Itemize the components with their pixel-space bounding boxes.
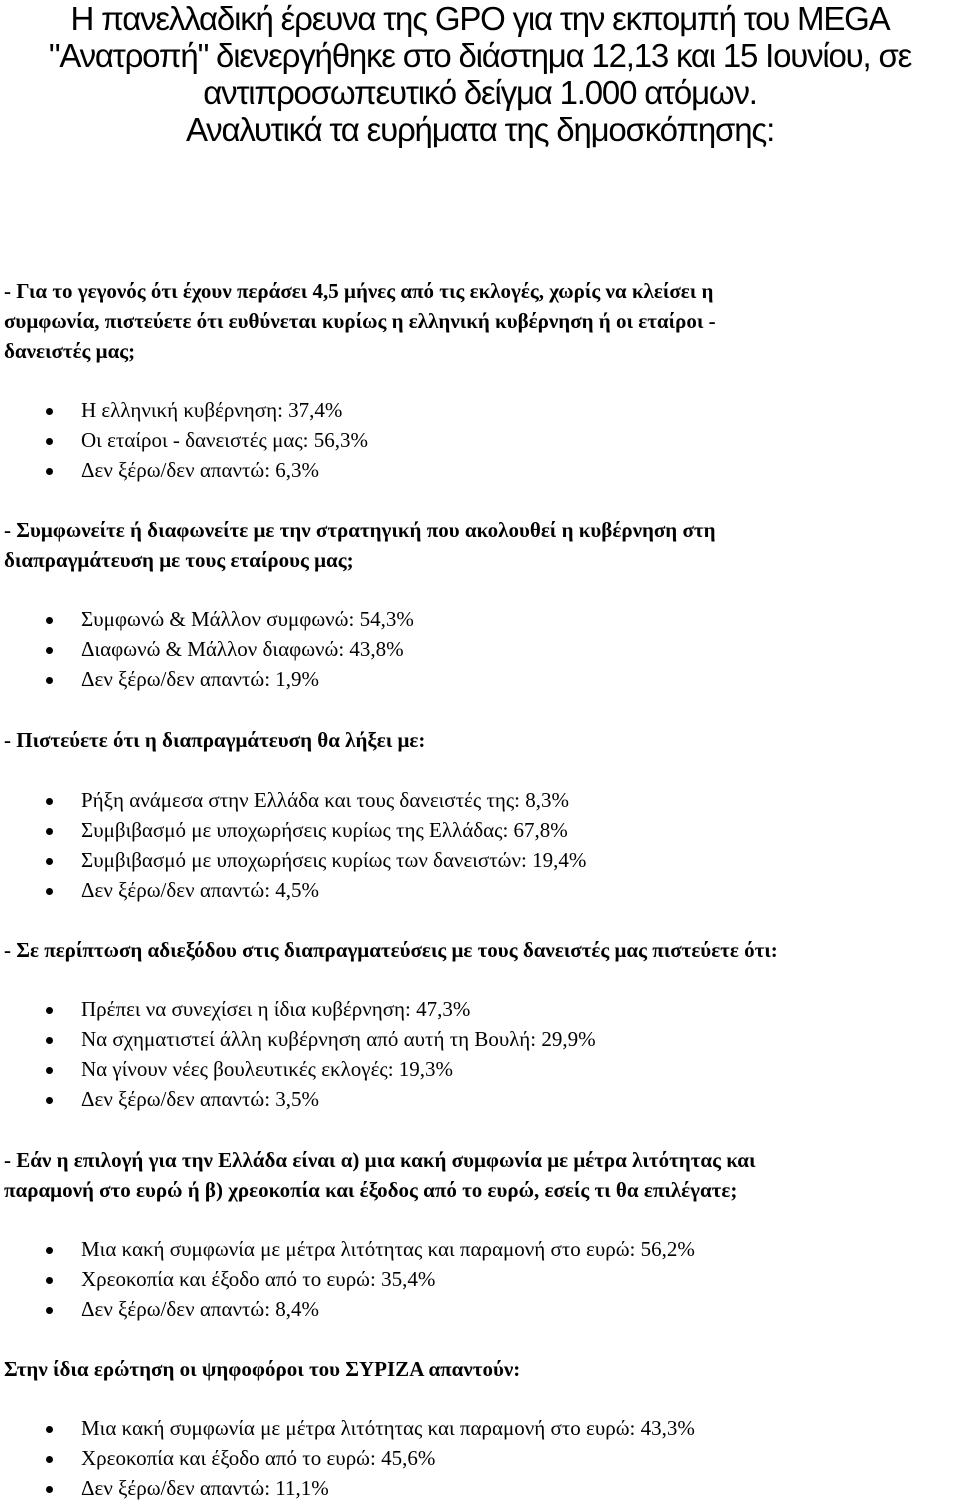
answers-5 [0,1234,695,1324]
answers-3 [0,785,586,905]
answer-item: Συμβιβασμό με υποχωρήσεις κυρίως της Ελλάδας: 67,8% [0,815,586,845]
question-line: - Για το γεγονός ότι έχουν περάσει 4,5 μήνες από τις εκλογές, χωρίς να κλείσει η [4,279,714,303]
page-heading [0,0,960,148]
answer-item: Χρεοκοπία και έξοδο από το ευρώ: 35,4% [0,1264,695,1294]
answer-item: Δεν ξέρω/δεν απαντώ: 3,5% [0,1084,596,1114]
answer-item: Ρήξη ανάμεσα στην Ελλάδα και τους δανειστές της: 8,3% [0,785,586,815]
answers-6 [0,1413,695,1503]
question-6 [4,1354,956,1384]
question-2 [4,515,956,575]
answer-item: Διαφωνώ & Μάλλον διαφωνώ: 43,8% [0,634,414,664]
answer-item: Συμφωνώ & Μάλλον συμφωνώ: 54,3% [0,604,414,634]
answer-item: Δεν ξέρω/δεν απαντώ: 6,3% [0,455,368,485]
answer-item: Να σχηματιστεί άλλη κυβέρνηση από αυτή τη Βουλή: 29,9% [0,1024,596,1054]
question-line: - Συμφωνείτε ή διαφωνείτε με την στρατηγική που ακολουθεί η κυβέρνηση στη [4,518,716,542]
answers-2 [0,604,414,694]
answer-item: Δεν ξέρω/δεν απαντώ: 8,4% [0,1294,695,1324]
question-3 [4,725,956,755]
heading-line: Η πανελλαδική έρευνα της GPO για την εκπομπή του MEGA [70,0,890,37]
question-line: παραμονή στο ευρώ ή β) χρεοκοπία και έξοδος από το ευρώ, εσείς τι θα επιλέγατε; [4,1178,738,1202]
question-line: συμφωνία, πιστεύετε ότι ευθύνεται κυρίως η ελληνική κυβέρνηση ή οι εταίροι - [4,309,716,333]
heading-line: Αναλυτικά τα ευρήματα της δημοσκόπησης: [185,111,775,148]
answer-item: Να γίνουν νέες βουλευτικές εκλογές: 19,3% [0,1054,596,1084]
question-line: διαπραγμάτευση με τους εταίρους μας; [4,548,354,572]
answer-item: Χρεοκοπία και έξοδο από το ευρώ: 45,6% [0,1443,695,1473]
question-line: - Σε περίπτωση αδιεξόδου στις διαπραγματεύσεις με τους δανειστές μας πιστεύετε ότι: [4,938,778,962]
answer-item: Οι εταίροι - δανειστές μας: 56,3% [0,425,368,455]
question-5 [4,1145,956,1205]
answers-1 [0,395,368,485]
answers-4 [0,994,596,1114]
question-line: - Πιστεύετε ότι η διαπραγμάτευση θα λήξει με: [4,728,426,752]
heading-line: αντιπροσωπευτικό δείγμα 1.000 ατόμων. [203,74,757,111]
answer-item: Η ελληνική κυβέρνηση: 37,4% [0,395,368,425]
question-1 [4,276,956,366]
question-line: Στην ίδια ερώτηση οι ψηφοφόροι του ΣΥΡΙΖΑ απαντούν: [4,1357,521,1381]
question-line: δανειστές μας; [4,339,136,363]
answer-item: Μια κακή συμφωνία με μέτρα λιτότητας και παραμονή στο ευρώ: 43,3% [0,1413,695,1443]
question-4 [4,935,956,965]
question-line: - Εάν η επιλογή για την Ελλάδα είναι α) μια κακή συμφωνία με μέτρα λιτότητας και [4,1148,756,1172]
answer-item: Δεν ξέρω/δεν απαντώ: 11,1% [0,1473,695,1503]
answer-item: Μια κακή συμφωνία με μέτρα λιτότητας και παραμονή στο ευρώ: 56,2% [0,1234,695,1264]
answer-item: Δεν ξέρω/δεν απαντώ: 4,5% [0,875,586,905]
answer-item: Πρέπει να συνεχίσει η ίδια κυβέρνηση: 47,3% [0,994,596,1024]
answer-item: Δεν ξέρω/δεν απαντώ: 1,9% [0,664,414,694]
answer-item: Συμβιβασμό με υποχωρήσεις κυρίως των δανειστών: 19,4% [0,845,586,875]
heading-line: "Ανατροπή" διενεργήθηκε στο διάστημα 12,13 και 15 Ιουνίου, σε [48,37,912,74]
